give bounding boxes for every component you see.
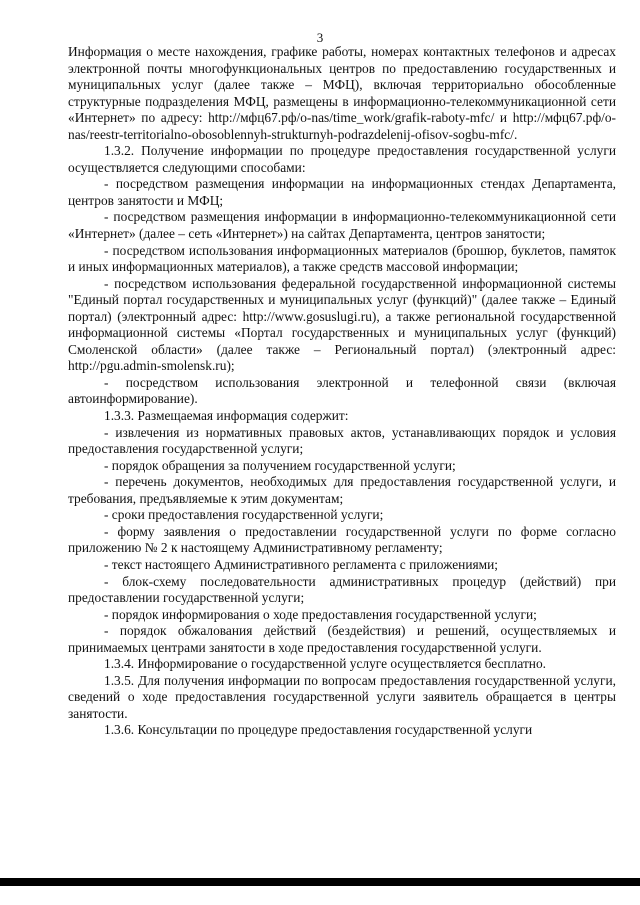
paragraph-mfc-info: Информация о месте нахождения, графике работы, номерах контактных телефонов и адресах электронной почты многофункциональных центров по предоставлению государственных и муниципальных услуг (далее также – МФЦ), включая территориально обособленные структурные подразделения МФЦ, размещены в информационно-телекоммуникационной сети «Интернет» по адресу: http://мфц67.рф/o-nas/time_work/grafik-raboty-mfc/ и http://мфц67.рф/o-nas/reestr-territorialno-obosoblennyh-strukturnyh-podrazdelenij-ofisov-sogbu-mfc/. (68, 44, 616, 142)
paragraph-1-3-3: 1.3.3. Размещаемая информация содержит: (104, 408, 349, 424)
list-item: - перечень документов, необходимых для предоставления государственной услуги, и требования, предъявляемые к этим документам; (68, 474, 616, 506)
list-item: - порядок информирования о ходе предоставления государственной услуги; (104, 606, 537, 622)
list-item: - посредством размещения информации в информационно-телекоммуникационной сети «Интернет» (далее – сеть «Интернет») на сайтах Департамента, центров занятости; (68, 209, 616, 242)
list-item: - сроки предоставления государственной услуги; (104, 507, 384, 523)
page-number: 3 (316, 30, 324, 45)
list-item: - посредством использования электронной и телефонной связи (включая автоинформирование). (68, 374, 616, 407)
list-item: - извлечения из нормативных правовых актов, устанавливающих порядок и условия предоставления государственной услуги; (68, 424, 616, 457)
paragraph-1-3-6: 1.3.6. Консультации по процедуре предоставления государственной услуги (104, 722, 533, 738)
list-item: - посредством использования федеральной государственной информационной системы "Единый портал государственных и муниципальных услуг (функций)" (далее также – Единый портал) (электронный адрес: http://www.gosuslugi.ru), а также региональной государственной информационной системы «Портал государственных и муниципальных услуг (функций) Смоленской области» (далее также – Региональный портал) (электронный адрес: http://pgu.admin-smolensk.ru); (68, 275, 616, 374)
list-item: - порядок обращения за получением государственной услуги; (104, 457, 456, 473)
list-item: - посредством использования информационных материалов (брошюр, буклетов, памяток и иных информационных материалов), а также средств массовой информации; (68, 242, 616, 275)
list-item: - форму заявления о предоставлении государственной услуги по форме согласно приложению № 2 к настоящему Административному регламенту; (68, 523, 616, 556)
paragraph-1-3-4: 1.3.4. Информирование о государственной услуге осуществляется бесплатно. (104, 656, 547, 672)
paragraph-1-3-2: 1.3.2. Получение информации по процедуре предоставления государственной услуги осуществляется следующими способами: (68, 143, 616, 175)
paragraph-1-3-5: 1.3.5. Для получения информации по вопросам предоставления государственной услуги, сведений о ходе предоставления государственной услуги заявитель обращается в центры занятости. (68, 672, 616, 721)
bottom-border-bar (0, 878, 640, 886)
list-item: - порядок обжалования действий (бездействия) и решений, осуществляемых и принимаемых центрами занятости в ходе предоставления государственной услуги. (68, 623, 616, 655)
list-item: - текст настоящего Административного регламента с приложениями; (104, 556, 499, 572)
list-item: - блок-схему последовательности административных процедур (действий) при предоставлении государственной услуги; (68, 573, 616, 606)
list-item: - посредством размещения информации на информационных стендах Департамента, центров занятости и МФЦ; (68, 176, 616, 208)
document-body (68, 44, 616, 739)
